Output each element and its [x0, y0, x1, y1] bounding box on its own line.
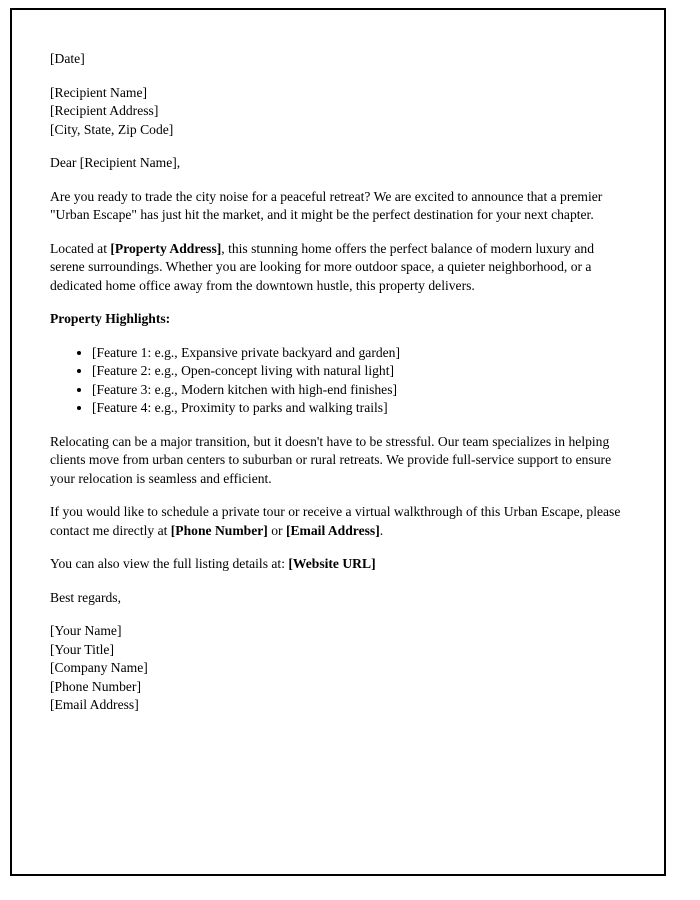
- feature-list: [50, 344, 626, 418]
- closing: Best regards,: [50, 589, 121, 605]
- recipient-city-line: [City, State, Zip Code]: [50, 121, 174, 137]
- property-address-placeholder: [Property Address]: [110, 240, 222, 256]
- recipient-name-line: [Recipient Name]: [50, 84, 148, 100]
- recipient-address-block: [50, 84, 626, 140]
- letter-page: [10, 8, 666, 876]
- signature-title-line: [Your Title]: [50, 641, 114, 657]
- feature-item-4: • [Feature 4: e.g., Proximity to parks and walking trails]: [92, 399, 626, 418]
- website-url-placeholder: [Website URL]: [288, 556, 376, 571]
- highlights-heading: Property Highlights:: [50, 311, 171, 326]
- email-address-placeholder: [Email Address]: [285, 522, 380, 538]
- feature-item-3: • [Feature 3: e.g., Modern kitchen with high-end finishes]: [92, 381, 626, 400]
- signature-email-line: [Email Address]: [50, 697, 139, 712]
- paragraph-contact-text-3: .: [379, 522, 384, 538]
- paragraph-listing-text: You can also view the full listing details at:: [50, 556, 289, 571]
- signature-name-line: [Your Name]: [50, 623, 122, 638]
- feature-item-1: • [Feature 1: e.g., Expansive private backyard and garden]: [92, 344, 626, 363]
- paragraph-intro: Are you ready to trade the city noise for a peaceful retreat? We are excited to announce that a premier "Urban Escape" has just hit the market, and it might be the perfect destination for your next chapter.: [50, 188, 603, 222]
- date-placeholder: [Date]: [50, 51, 85, 66]
- paragraph-contact-text-2: or: [267, 522, 286, 538]
- signature-phone-line: [Phone Number]: [50, 678, 141, 694]
- recipient-address-line: [Recipient Address]: [50, 103, 159, 118]
- phone-number-placeholder: [Phone Number]: [170, 522, 268, 538]
- signature-block: [50, 622, 626, 715]
- feature-item-2: • [Feature 2: e.g., Open-concept living with natural light]: [92, 362, 626, 381]
- paragraph-listing: [50, 555, 626, 574]
- paragraph-relocating: Relocating can be a major transition, but it doesn't have to be stressful. Our team specializes in helping clients move from urban centers to suburban or rural retreats. We provide full-service support to ensure your relocation is seamless and efficient.: [50, 433, 612, 486]
- paragraph-contact: [50, 503, 626, 540]
- paragraph-located: [50, 240, 626, 296]
- salutation: Dear [Recipient Name],: [50, 155, 181, 170]
- paragraph-located-text-2: , this stunning home offers the perfect balance of modern luxury and serene surroundings. Whether you are looking for more outdoor space, a quieter neighborhood, or a dedicated home office away from the downtown hustle, this property delivers.: [50, 240, 594, 293]
- paragraph-contact-text: If you would like to schedule a private tour or receive a virtual walkthrough of this Urban Escape, please contact me directly at: [50, 504, 621, 538]
- paragraph-located-text: Located at: [50, 240, 111, 256]
- signature-company-line: [Company Name]: [50, 660, 148, 675]
